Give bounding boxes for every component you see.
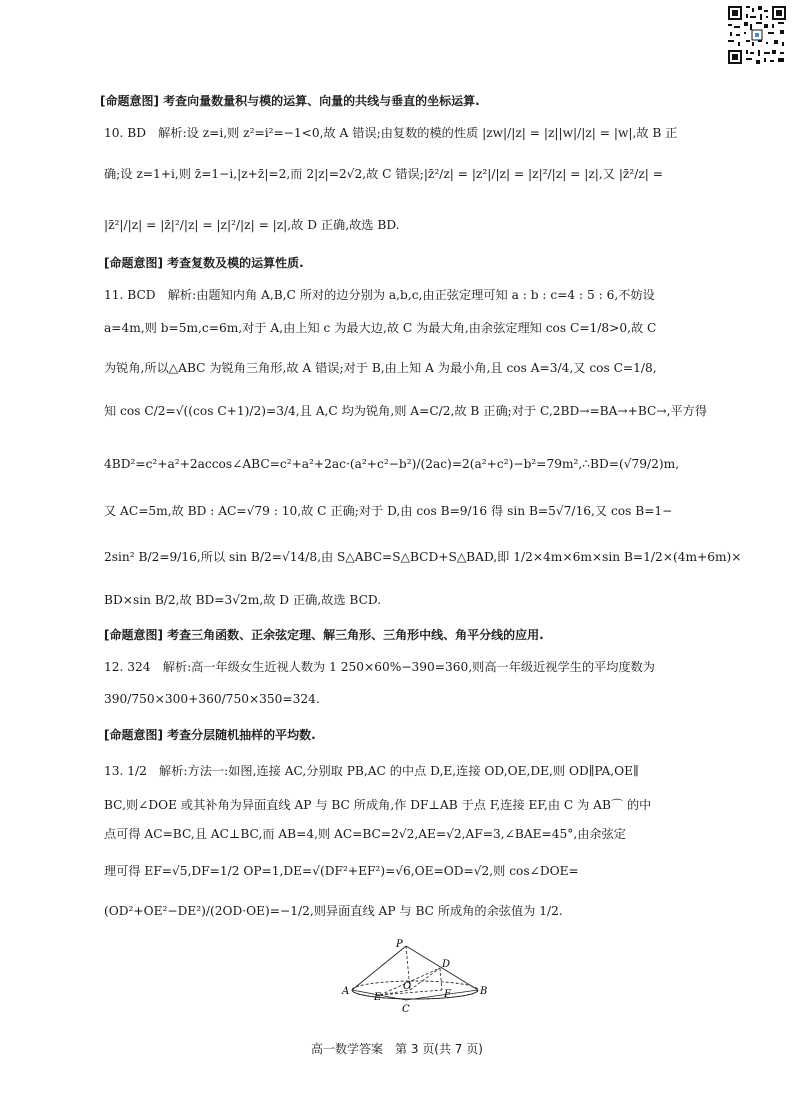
- solution-q11-line-7: 2sin² B/2=9/16,所以 sin B/2=√14/8,由 S△ABC=S△BCD+S△BAD,即 1/2×4m×6m×sin B=1/2×(4m+6m)×: [104, 550, 742, 564]
- solution-q11-line-1: 11. BCD 解析:由题知内角 A,B,C 所对的边分别为 a,b,c,由正弦定理可知 a : b : c=4 : 5 : 6,不妨设: [104, 288, 655, 302]
- label-B: B: [480, 986, 488, 997]
- solution-q13-line-1: 13. 1/2 解析:方法一:如图,连接 AC,分别取 PB,AC 的中点 D,E,连接 OD,OE,DE,则 OD∥PA,OE∥: [104, 764, 639, 778]
- solution-q13-line-5: (OD²+OE²−DE²)/(2OD·OE)=−1/2,则异面直线 AP 与 BC 所成角的余弦值为 1/2.: [104, 904, 563, 918]
- solution-q11-line-3: 为锐角,所以△ABC 为锐角三角形,故 A 错误;对于 B,由上知 A 为最小角,且 cos A=3/4,又 cos C=1/8,: [104, 361, 657, 375]
- solution-q11-line-6: 又 AC=5m,故 BD : AC=√79 : 10,故 C 正确;对于 D,由 cos B=9/16 得 sin B=5√7/16,又 cos B=1−: [104, 504, 673, 518]
- solution-q12-line-2: 390/750×300+360/750×350=324.: [104, 692, 320, 706]
- qr-code-icon: [726, 4, 788, 66]
- solution-q13-line-4: 理可得 EF=√5,DF=1/2 OP=1,DE=√(DF²+EF²)=√6,OE=OD=√2,则 cos∠DOE=: [104, 864, 579, 878]
- label-C: C: [402, 1004, 410, 1015]
- label-F: F: [444, 989, 451, 1000]
- solution-q13-line-2: BC,则∠DOE 或其补角为异面直线 AP 与 BC 所成角,作 DF⊥AB 于点 F,连接 EF,由 C 为 AB⌒ 的中: [104, 798, 652, 812]
- intent-note-q10: [命题意图] 考查复数及模的运算性质.: [104, 256, 304, 270]
- intent-note-q12: [命题意图] 考查分层随机抽样的平均数.: [104, 728, 316, 742]
- solution-q11-line-8: BD×sin B/2,故 BD=3√2m,故 D 正确,故选 BCD.: [104, 593, 382, 607]
- label-O: O: [403, 981, 412, 992]
- intent-note-q9: [命题意图] 考查向量数量积与模的运算、向量的共线与垂直的坐标运算.: [100, 94, 480, 108]
- solution-q10-line-2: 确;设 z=1+i,则 z̄=1−i,|z+z̄|=2,而 2|z|=2√2,故 C 错误;|z̄²/z| = |z²|/|z| = |z|²/|z| = |z|,又 |z̄²/z| =: [104, 167, 663, 181]
- label-A: A: [342, 986, 350, 997]
- cone-geometry-figure: [338, 938, 488, 1018]
- solution-q13-line-3: 点可得 AC=BC,且 AC⊥BC,而 AB=4,则 AC=BC=2√2,AE=√2,AF=3,∠BAE=45°,由余弦定: [104, 827, 626, 841]
- solution-q11-line-5: 4BD²=c²+a²+2accos∠ABC=c²+a²+2ac·(a²+c²−b²)/(2ac)=2(a²+c²)−b²=79m²,∴BD=(√79/2)m,: [104, 457, 680, 471]
- solution-q10-line-3: |z̄²|/|z| = |z̄|²/|z| = |z|²/|z| = |z|,故 D 正确,故选 BD.: [104, 218, 400, 232]
- intent-note-q11: [命题意图] 考查三角函数、正余弦定理、解三角形、三角形中线、角平分线的应用.: [104, 628, 544, 642]
- solution-q11-line-4: 知 cos C/2=√((cos C+1)/2)=3/4,且 A,C 均为锐角,则 A=C/2,故 B 正确;对于 C,2BD→=BA→+BC→,平方得: [104, 404, 708, 418]
- label-D: D: [442, 959, 451, 970]
- label-E: E: [374, 992, 382, 1003]
- page-footer: 高一数学答案 第 3 页(共 7 页): [311, 1042, 483, 1056]
- solution-q10-line-1: 10. BD 解析:设 z=i,则 z²=i²=−1<0,故 A 错误;由复数的模的性质 |zw|/|z| = |z||w|/|z| = |w|,故 B 正: [104, 126, 678, 140]
- solution-q12-line-1: 12. 324 解析:高一年级女生近视人数为 1 250×60%−390=360,则高一年级近视学生的平均度数为: [104, 660, 655, 674]
- solution-q11-line-2: a=4m,则 b=5m,c=6m,对于 A,由上知 c 为最大边,故 C 为最大角,由余弦定理知 cos C=1/8>0,故 C: [104, 321, 657, 335]
- label-P: P: [396, 939, 403, 950]
